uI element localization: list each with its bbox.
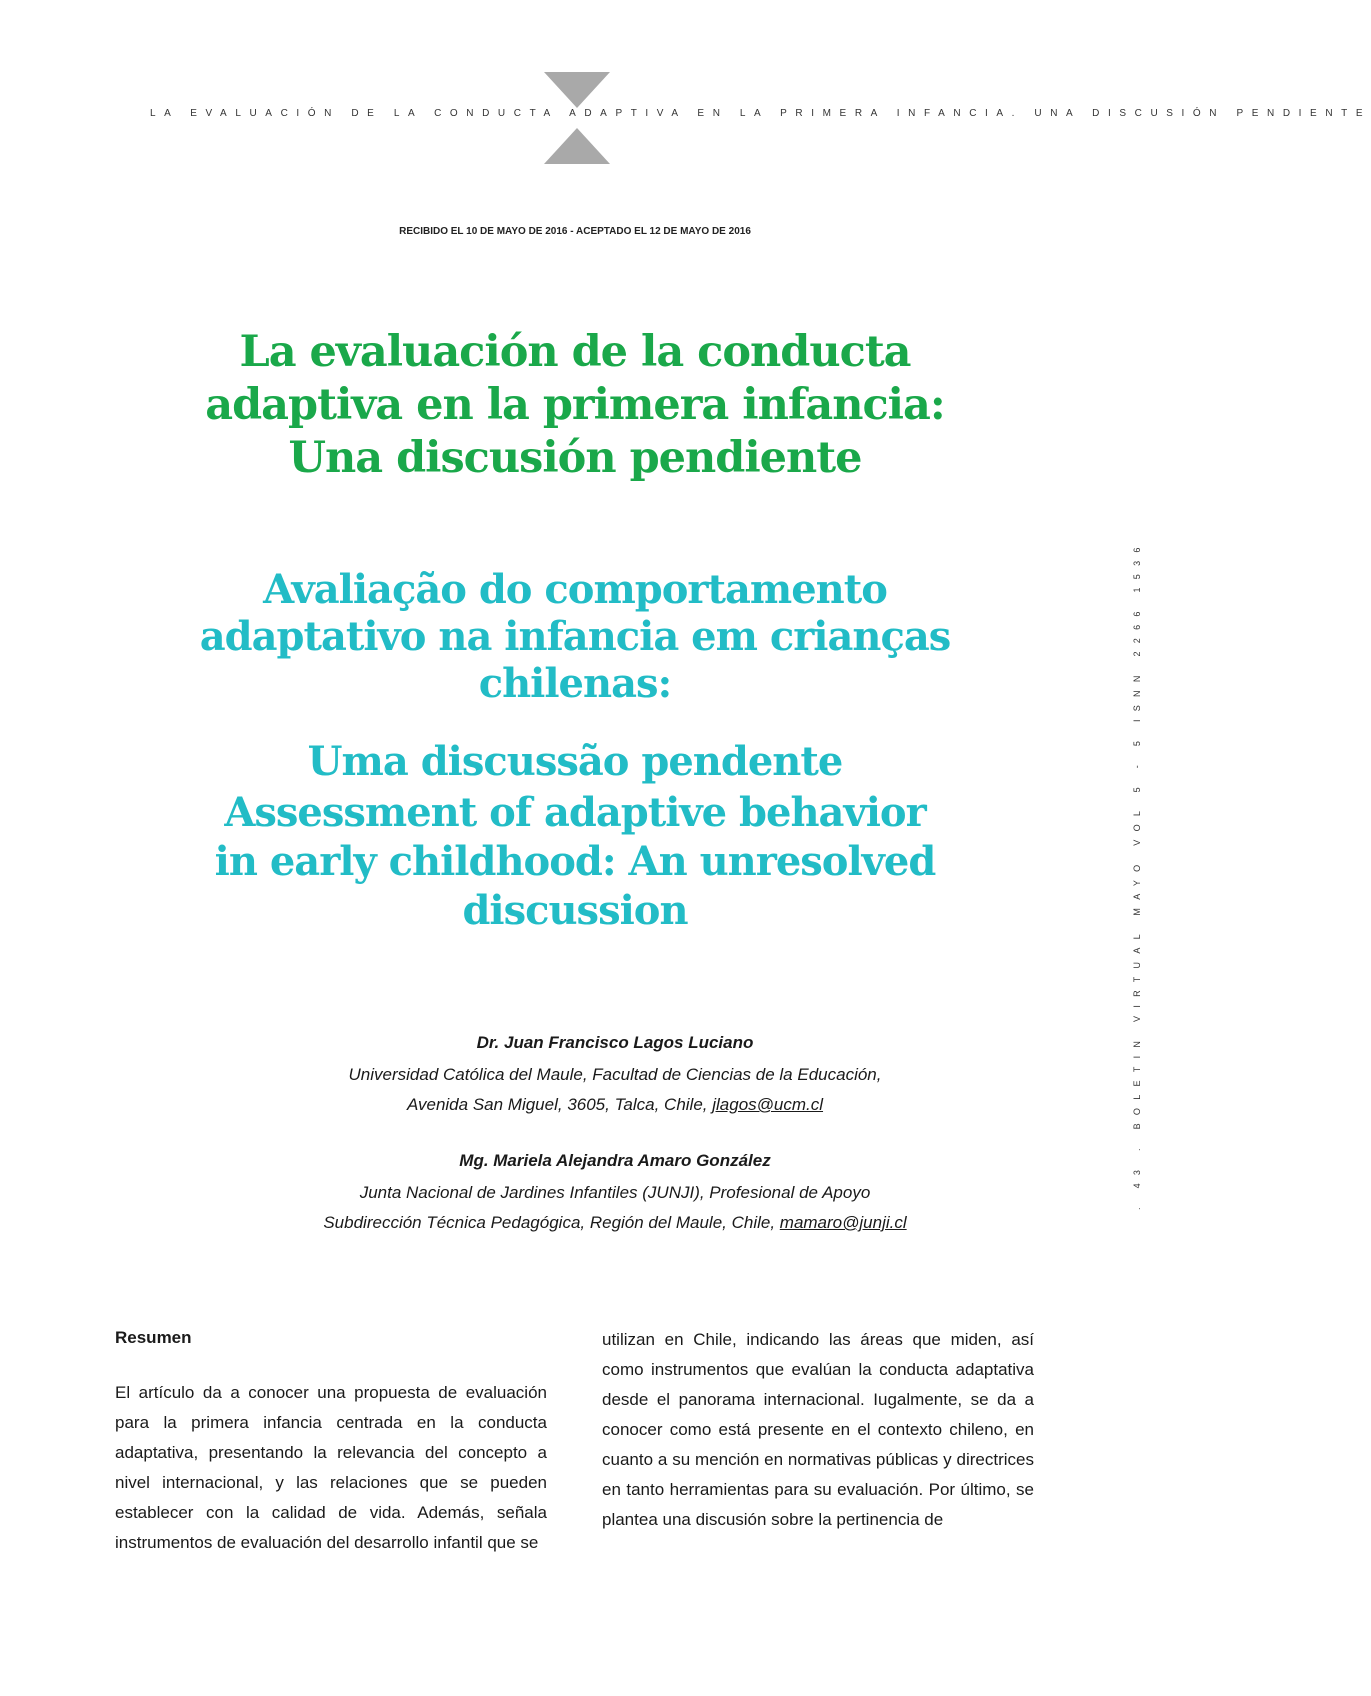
author-email-link[interactable]: mamaro@junji.cl (779, 1213, 907, 1232)
affiliation-line: Universidad Católica del Maule, Facultad de Ciencias de la Educación, (348, 1065, 882, 1084)
title-portuguese-line: chilenas: (478, 660, 672, 707)
author-name: Mg. Mariela Alejandra Amaro González (459, 1151, 771, 1170)
author-email-link[interactable]: jlagos@ucm.cl (712, 1095, 824, 1114)
title-spanish-line: adaptiva en la primera infancia: (205, 380, 945, 430)
title-portuguese-subtitle: Uma discussão pendente (307, 738, 843, 785)
title-spanish-line: La evaluación de la conducta (239, 327, 911, 377)
header-ornament-top (544, 72, 610, 108)
received-date: RECIBIDO EL 10 DE MAYO DE 2016 - ACEPTADO EL 12 DE MAYO DE 2016 (399, 226, 751, 237)
running-head: LA EVALUACIÓN DE LA CONDUCTA ADAPTIVA EN LA PRIMERA INFANCIA. UNA DISCUSIÓN PENDIENTE (150, 108, 1371, 119)
affiliation-line (0, 1090, 1230, 1120)
author-name: Dr. Juan Francisco Lagos Luciano (476, 1033, 754, 1052)
title-portuguese (100, 566, 1050, 707)
abstract-column-left: El artículo da a conocer una propuesta de evaluación para la primera infancia centrada en la conducta adaptativa, presentando la relevancia del concepto a nivel internacional, y las relaciones que se pueden establecer con la calidad de vida. Además, señala instrumentos de evaluación del desarrollo infantil que se (115, 1383, 547, 1552)
affiliation-address: Avenida San Miguel, 3605, Talca, Chile, (406, 1095, 713, 1114)
title-spanish-line: Una discusión pendiente (288, 433, 862, 483)
affiliation-line (0, 1208, 1230, 1238)
title-spanish (100, 326, 1050, 485)
title-english-line: discussion (462, 887, 688, 934)
abstract-heading: Resumen (115, 1328, 192, 1347)
title-portuguese-line: adaptativo na infancia em crianças (199, 613, 951, 660)
title-english-line: in early childhood: An unresolved (214, 838, 936, 885)
author-affiliation (0, 1178, 1230, 1238)
affiliation-address: Subdirección Técnica Pedagógica, Región del Maule, Chile, (323, 1213, 780, 1232)
title-english-line: Assessment of adaptive behavior (224, 789, 926, 836)
header-ornament-bottom (544, 128, 610, 164)
abstract-column-right: utilizan en Chile, indicando las áreas que miden, así como instrumentos que evalúan la conducta adaptativa desde el panorama internacional. Iugalmente, se da a conocer como está presente en el contexto chileno, en cuanto a su mención en normativas públicas y directrices en tanto herramientas para su evaluación. Por último, se plantea una discusión sobre la pertinencia de (602, 1330, 1034, 1529)
author-affiliation (0, 1060, 1230, 1120)
title-portuguese-line: Avaliação do comportamento (263, 566, 887, 613)
affiliation-line: Junta Nacional de Jardines Infantiles (JUNJI), Profesional de Apoyo (359, 1183, 871, 1202)
title-english (100, 788, 1050, 935)
side-journal-info: . 43 . BOLETIN VIRTUAL MAYO VOL 5 - 5 ISNN 2266 1536 (1132, 539, 1142, 1210)
